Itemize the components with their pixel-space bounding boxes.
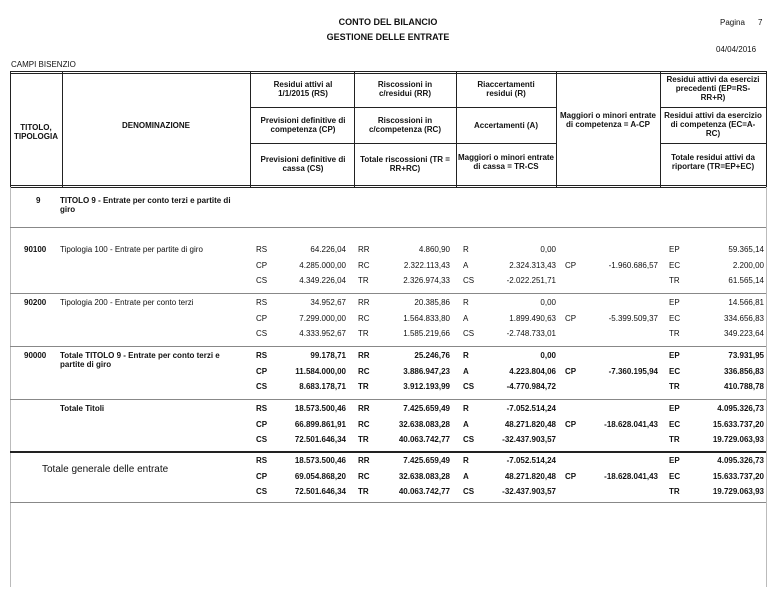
cell-label-b: RC bbox=[358, 313, 370, 323]
cell-value-b: 2.322.113,43 bbox=[403, 260, 450, 270]
titolo-separator bbox=[10, 227, 766, 228]
cell-value-b: 1.564.833,80 bbox=[403, 313, 450, 323]
cell-label-e: EC bbox=[669, 419, 681, 429]
cell-value-d: -18.628.041,43 bbox=[604, 419, 658, 429]
cell-label-e: EC bbox=[669, 313, 681, 323]
cell-label-a: RS bbox=[256, 351, 268, 360]
col-totale-residui-header: Totale residui attivi da riportare (TR=EP+EC) bbox=[671, 153, 755, 171]
cell-value-b: 3.886.947,23 bbox=[403, 366, 450, 376]
cell-value-b: 4.860,90 bbox=[418, 245, 450, 254]
cell-label-b: RC bbox=[358, 471, 370, 481]
cell-label-a: RS bbox=[256, 404, 268, 413]
cell-label-a: CS bbox=[256, 329, 268, 338]
cell-label-c: A bbox=[463, 419, 469, 429]
cell-value-b: 20.385,86 bbox=[414, 298, 450, 307]
cell-label-c: CS bbox=[463, 276, 475, 285]
cell-label-a: RS bbox=[256, 245, 268, 254]
cell-value-b: 7.425.659,49 bbox=[403, 456, 450, 465]
cell-value-a: 66.899.861,91 bbox=[294, 419, 346, 429]
cell-label-b: RC bbox=[358, 419, 370, 429]
cell-label-a: CP bbox=[256, 471, 268, 481]
col-residui-header: Residui attivi al 1/1/2015 (RS) bbox=[273, 80, 333, 98]
cell-value-a: 4.285.000,00 bbox=[299, 260, 346, 270]
cell-label-b: RR bbox=[358, 404, 370, 413]
block-separator bbox=[10, 399, 766, 400]
cell-label-a: CS bbox=[256, 487, 268, 496]
cell-value-e: 61.565,14 bbox=[728, 276, 764, 285]
cell-label-b: RR bbox=[358, 456, 370, 465]
cell-value-a: 34.952,67 bbox=[310, 298, 346, 307]
cell-label-b: RC bbox=[358, 260, 370, 270]
titolo-label: TITOLO 9 - Entrate per conto terzi e partite di giro bbox=[60, 196, 231, 214]
cell-label-e: EP bbox=[669, 404, 680, 413]
block-name: Tipologia 200 - Entrate per conto terzi bbox=[60, 298, 194, 307]
cell-label-b: TR bbox=[358, 276, 369, 285]
cell-value-e: 14.566,81 bbox=[728, 298, 764, 307]
block-name: Tipologia 100 - Entrate per partite di giro bbox=[60, 245, 203, 254]
cell-label-c: A bbox=[463, 313, 469, 323]
cell-label-d: CP bbox=[565, 419, 577, 429]
cell-label-a: CP bbox=[256, 260, 268, 270]
cell-label-e: TR bbox=[669, 276, 680, 285]
report-subtitle: GESTIONE DELLE ENTRATE bbox=[326, 32, 450, 42]
report-date: 04/04/2016 bbox=[716, 45, 757, 54]
cell-label-b: TR bbox=[358, 382, 369, 391]
block-separator bbox=[10, 346, 766, 347]
cell-value-e: 410.788,78 bbox=[723, 382, 764, 391]
cell-value-c: -7.052.514,24 bbox=[506, 456, 556, 465]
cell-value-e: 19.729.063,93 bbox=[712, 435, 764, 444]
cell-value-e: 4.095.326,73 bbox=[717, 456, 764, 465]
col-riscossioni-comp-header: Riscossioni in c/competenza (RC) bbox=[368, 116, 441, 134]
cell-label-d: CP bbox=[565, 260, 577, 270]
cell-label-c: R bbox=[463, 298, 469, 307]
cell-value-c: -4.770.984,72 bbox=[506, 382, 556, 391]
cell-label-c: A bbox=[463, 471, 469, 481]
cell-value-e: 15.633.737,20 bbox=[712, 419, 764, 429]
cell-value-d: -5.399.509,37 bbox=[608, 313, 658, 323]
cell-label-b: RR bbox=[358, 245, 370, 254]
cell-value-e: 349.223,64 bbox=[723, 329, 764, 338]
col-denominazione-header: DENOMINAZIONE bbox=[122, 121, 190, 130]
cell-value-a: 8.683.178,71 bbox=[299, 382, 346, 391]
cell-value-c: -32.437.903,57 bbox=[502, 435, 556, 444]
cell-label-c: A bbox=[463, 260, 469, 270]
cell-label-a: CS bbox=[256, 435, 268, 444]
cell-value-a: 64.226,04 bbox=[310, 245, 346, 254]
cell-value-c: 0,00 bbox=[540, 298, 556, 307]
cell-label-e: EP bbox=[669, 298, 680, 307]
cell-label-c: CS bbox=[463, 487, 475, 496]
cell-value-e: 73.931,95 bbox=[728, 351, 764, 360]
cell-value-a: 18.573.500,46 bbox=[294, 456, 346, 465]
block-name: Totale generale delle entrate bbox=[42, 464, 169, 475]
cell-value-a: 4.333.952,67 bbox=[299, 329, 346, 338]
cell-value-b: 40.063.742,77 bbox=[398, 487, 450, 496]
col-residui-ec-header: Residui attivi da esercizio di competenza (EC=A-RC) bbox=[664, 111, 762, 138]
cell-value-e: 59.365,14 bbox=[728, 245, 764, 254]
col-accertamenti-header: Accertamenti (A) bbox=[473, 121, 538, 130]
col-totale-riscossioni-header: Totale riscossioni (TR = RR+RC) bbox=[360, 155, 450, 173]
cell-label-e: TR bbox=[669, 435, 680, 444]
cell-value-e: 2.200,00 bbox=[732, 260, 764, 270]
cell-value-c: -7.052.514,24 bbox=[506, 404, 556, 413]
col-residui-ep-header: Residui attivi da esercizi precedenti (EP=RS-RR+R) bbox=[666, 75, 760, 102]
cell-label-e: EP bbox=[669, 351, 680, 360]
cell-value-c: 2.324.313,43 bbox=[509, 260, 556, 270]
cell-label-d: CP bbox=[565, 471, 577, 481]
cell-label-a: CP bbox=[256, 366, 268, 376]
entity-name: CAMPI BISENZIO bbox=[11, 60, 76, 69]
cell-label-c: A bbox=[463, 366, 469, 376]
cell-value-a: 99.178,71 bbox=[310, 351, 346, 360]
col-titolo-header: TITOLO, TIPOLOGIA bbox=[14, 123, 58, 141]
block-separator bbox=[10, 293, 766, 294]
cell-label-b: TR bbox=[358, 435, 369, 444]
cell-label-e: EC bbox=[669, 366, 681, 376]
cell-label-e: EC bbox=[669, 260, 681, 270]
cell-label-c: R bbox=[463, 404, 469, 413]
cell-value-e: 334.656,83 bbox=[723, 313, 764, 323]
cell-value-a: 69.054.868,20 bbox=[294, 471, 346, 481]
cell-value-d: -1.960.686,57 bbox=[608, 260, 658, 270]
cell-label-a: RS bbox=[256, 456, 268, 465]
cell-value-c: 0,00 bbox=[540, 245, 556, 254]
cell-value-c: 4.223.804,06 bbox=[509, 366, 556, 376]
cell-label-a: CP bbox=[256, 419, 268, 429]
cell-label-b: TR bbox=[358, 487, 369, 496]
cell-value-a: 7.299.000,00 bbox=[299, 313, 346, 323]
cell-value-e: 4.095.326,73 bbox=[717, 404, 764, 413]
cell-label-b: RR bbox=[358, 351, 370, 360]
col-maggiori-competenza-header: Maggiori o minori entrate di competenza = A-CP bbox=[560, 111, 657, 129]
cell-value-a: 72.501.646,34 bbox=[294, 487, 346, 496]
cell-label-a: CS bbox=[256, 382, 268, 391]
cell-value-b: 3.912.193,99 bbox=[403, 382, 450, 391]
report-title: CONTO DEL BILANCIO bbox=[338, 17, 438, 27]
cell-label-c: R bbox=[463, 245, 469, 254]
cell-value-e: 19.729.063,93 bbox=[712, 487, 764, 496]
cell-value-c: 0,00 bbox=[540, 351, 556, 360]
block-separator bbox=[10, 451, 766, 453]
cell-label-b: RR bbox=[358, 298, 370, 307]
cell-value-c: -2.748.733,01 bbox=[506, 329, 556, 338]
cell-label-e: TR bbox=[669, 487, 680, 496]
titolo-code: 9 bbox=[36, 196, 41, 205]
cell-value-a: 18.573.500,46 bbox=[294, 404, 346, 413]
block-code: 90000 bbox=[24, 351, 47, 360]
cell-value-d: -18.628.041,43 bbox=[604, 471, 658, 481]
cell-value-a: 11.584.000,00 bbox=[295, 366, 346, 376]
cell-value-c: -2.022.251,71 bbox=[506, 276, 556, 285]
col-maggiori-cassa-header: Maggiori o minori entrate di cassa = TR-CS bbox=[458, 153, 555, 171]
cell-value-c: 48.271.820,48 bbox=[504, 419, 556, 429]
cell-label-c: CS bbox=[463, 435, 475, 444]
cell-value-c: -32.437.903,57 bbox=[502, 487, 556, 496]
cell-value-b: 25.246,76 bbox=[414, 351, 450, 360]
cell-label-a: CS bbox=[256, 276, 268, 285]
cell-label-c: R bbox=[463, 456, 469, 465]
cell-label-b: TR bbox=[358, 329, 369, 338]
col-previsioni-cassa-header: Previsioni definitive di cassa (CS) bbox=[260, 155, 346, 173]
block-name: Totale Titoli bbox=[60, 404, 105, 413]
cell-value-e: 336.856,83 bbox=[723, 366, 764, 376]
cell-label-e: EP bbox=[669, 456, 680, 465]
cell-label-a: CP bbox=[256, 313, 268, 323]
cell-label-e: TR bbox=[669, 382, 680, 391]
col-riaccertamenti-header: Riaccertamenti residui (R) bbox=[477, 80, 535, 98]
cell-label-d: CP bbox=[565, 313, 577, 323]
cell-value-b: 2.326.974,33 bbox=[403, 276, 450, 285]
cell-label-e: EP bbox=[669, 245, 680, 254]
col-previsioni-comp-header: Previsioni definitive di competenza (CP) bbox=[260, 116, 346, 134]
cell-label-c: CS bbox=[463, 382, 475, 391]
block-code: 90200 bbox=[24, 298, 47, 307]
cell-value-a: 72.501.646,34 bbox=[294, 435, 346, 444]
cell-label-e: EC bbox=[669, 471, 681, 481]
cell-value-b: 32.638.083,28 bbox=[398, 419, 450, 429]
cell-label-c: R bbox=[463, 351, 469, 360]
block-name: Totale TITOLO 9 - Entrate per conto terzi e partite di giro bbox=[60, 351, 220, 369]
cell-label-c: CS bbox=[463, 329, 475, 338]
cell-value-a: 4.349.226,04 bbox=[299, 276, 346, 285]
cell-label-a: RS bbox=[256, 298, 268, 307]
cell-value-b: 7.425.659,49 bbox=[403, 404, 450, 413]
cell-label-d: CP bbox=[565, 366, 577, 376]
block-code: 90100 bbox=[24, 245, 47, 254]
cell-label-e: TR bbox=[669, 329, 680, 338]
table-bottom-border bbox=[10, 502, 766, 503]
page-number: 7 bbox=[758, 18, 763, 27]
cell-value-b: 40.063.742,77 bbox=[398, 435, 450, 444]
col-riscossioni-residui-header: Riscossioni in c/residui (RR) bbox=[377, 80, 433, 98]
cell-value-c: 48.271.820,48 bbox=[504, 471, 556, 481]
page-label: Pagina bbox=[720, 18, 745, 27]
cell-value-b: 1.585.219,66 bbox=[403, 329, 450, 338]
cell-value-e: 15.633.737,20 bbox=[712, 471, 764, 481]
cell-value-c: 1.899.490,63 bbox=[509, 313, 556, 323]
cell-label-b: RC bbox=[358, 366, 370, 376]
cell-value-b: 32.638.083,28 bbox=[398, 471, 450, 481]
cell-value-d: -7.360.195,94 bbox=[608, 366, 658, 376]
